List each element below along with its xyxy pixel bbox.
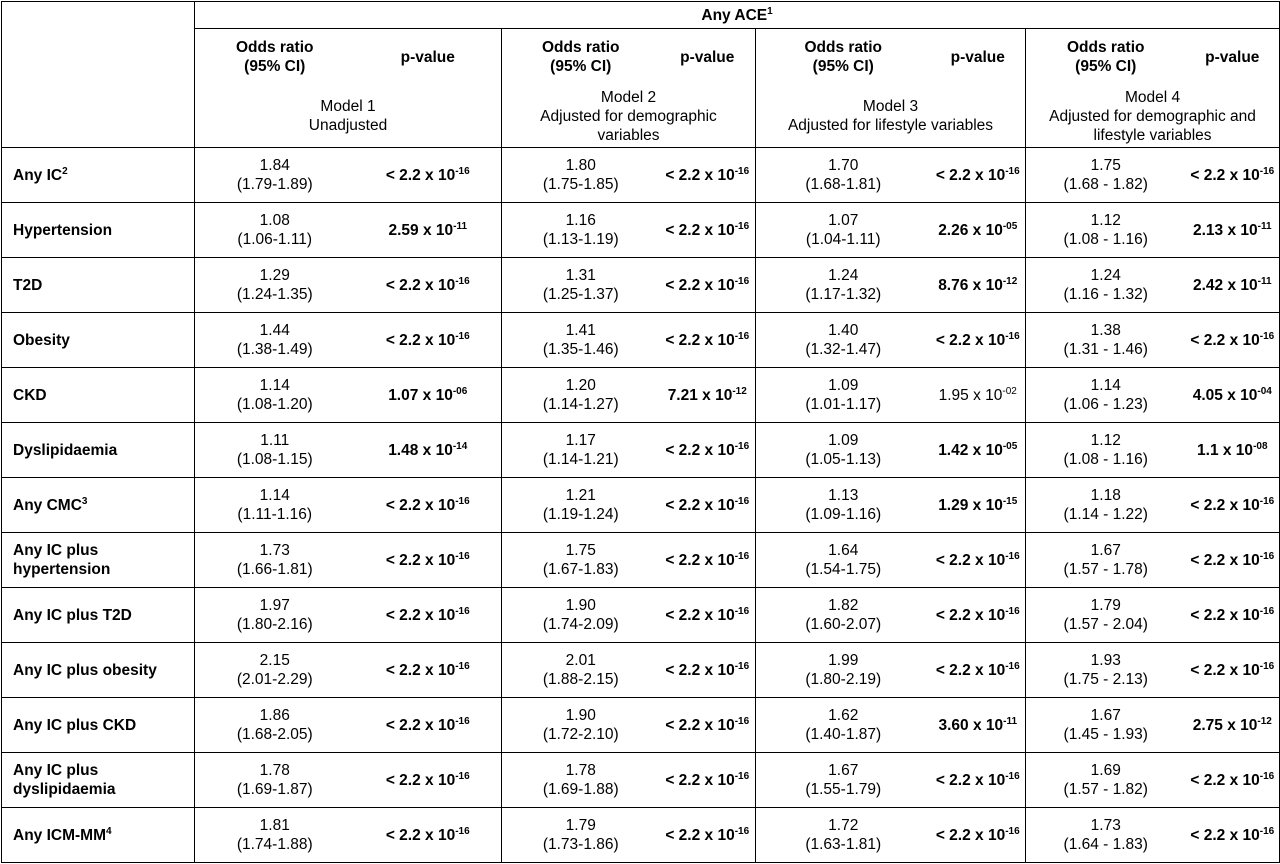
odds-ratio-cell: 1.84 (1.79-1.89)	[195, 148, 355, 203]
odds-ratio-cell: 1.80 (1.75-1.85)	[502, 148, 660, 203]
odds-ratio-cell: 1.16 (1.13-1.19)	[502, 203, 660, 258]
odds-ratio-cell: 1.79 (1.57 - 2.04)	[1026, 588, 1186, 643]
p-value-cell: < 2.2 x $10^{-16}$	[1186, 478, 1280, 533]
p-value-cell: 1.07 x $10^{-06}$	[355, 368, 502, 423]
p-value-cell: < 2.2 x $10^{-16}$	[931, 313, 1026, 368]
row-label: Obesity	[2, 313, 195, 368]
p-value-cell: < 2.2 x $10^{-16}$	[355, 698, 502, 753]
odds-ratio-cell: 1.38 (1.31 - 1.46)	[1026, 313, 1186, 368]
p-value-cell: 1.42 x $10^{-05}$	[931, 423, 1026, 478]
odds-ratio-cell: 1.67 (1.45 - 1.93)	[1026, 698, 1186, 753]
odds-ratio-cell: 1.07 (1.04-1.11)	[756, 203, 931, 258]
row-label: Any IC plus obesity	[2, 643, 195, 698]
odds-ratio-cell: 1.14 (1.06 - 1.23)	[1026, 368, 1186, 423]
odds-ratio-cell: 1.78 (1.69-1.88)	[502, 753, 660, 808]
odds-ratio-cell: 1.73 (1.66-1.81)	[195, 533, 355, 588]
col-header-odds-ratio: Odds ratio (95% CI)	[1026, 29, 1186, 86]
p-value-cell: < 2.2 x $10^{-16}$	[931, 753, 1026, 808]
odds-ratio-cell: 2.01 (1.88-2.15)	[502, 643, 660, 698]
odds-ratio-cell: 1.13 (1.09-1.16)	[756, 478, 931, 533]
odds-ratio-cell: 1.99 (1.80-2.19)	[756, 643, 931, 698]
p-value-cell: 2.75 x $10^{-12}$	[1186, 698, 1280, 753]
model-label: Model 2 Adjusted for demographic variables	[502, 85, 756, 148]
odds-ratio-cell: 1.79 (1.73-1.86)	[502, 808, 660, 863]
table-row	[2, 753, 1280, 808]
p-value-cell: < 2.2 x $10^{-16}$	[1186, 533, 1280, 588]
odds-ratio-cell: 1.67 (1.57 - 1.78)	[1026, 533, 1186, 588]
p-value-cell: < 2.2 x $10^{-16}$	[931, 808, 1026, 863]
row-label: T2D	[2, 258, 195, 313]
group-header: Any ACE$^1$	[195, 2, 1280, 29]
p-value-cell: < 2.2 x $10^{-16}$	[931, 588, 1026, 643]
p-value-cell: < 2.2 x $10^{-16}$	[355, 808, 502, 863]
odds-ratio-cell: 1.90 (1.72-2.10)	[502, 698, 660, 753]
p-value-cell: < 2.2 x $10^{-16}$	[1186, 753, 1280, 808]
p-value-cell: 4.05 x $10^{-04}$	[1186, 368, 1280, 423]
odds-ratio-cell: 1.14 (1.08-1.20)	[195, 368, 355, 423]
col-header-odds-ratio: Odds ratio (95% CI)	[756, 29, 931, 86]
odds-ratio-cell: 1.82 (1.60-2.07)	[756, 588, 931, 643]
odds-ratio-cell: 1.67 (1.55-1.79)	[756, 753, 931, 808]
odds-ratio-cell: 1.93 (1.75 - 2.13)	[1026, 643, 1186, 698]
table-row	[2, 643, 1280, 698]
p-value-cell: < 2.2 x $10^{-16}$	[660, 533, 756, 588]
p-value-cell: 1.1 x $10^{-08}$	[1186, 423, 1280, 478]
table-row	[2, 313, 1280, 368]
p-value-cell: < 2.2 x $10^{-16}$	[355, 533, 502, 588]
odds-ratio-cell: 1.12 (1.08 - 1.16)	[1026, 203, 1186, 258]
odds-ratio-cell: 1.73 (1.64 - 1.83)	[1026, 808, 1186, 863]
odds-ratio-cell: 1.64 (1.54-1.75)	[756, 533, 931, 588]
p-value-cell: < 2.2 x $10^{-16}$	[660, 423, 756, 478]
table-row	[2, 258, 1280, 313]
col-header-p-value: p-value	[355, 29, 502, 86]
odds-ratio-cell: 1.09 (1.05-1.13)	[756, 423, 931, 478]
odds-ratio-cell: 1.08 (1.06-1.11)	[195, 203, 355, 258]
p-value-cell: < 2.2 x $10^{-16}$	[1186, 588, 1280, 643]
p-value-cell: < 2.2 x $10^{-16}$	[660, 313, 756, 368]
p-value-cell: 2.59 x $10^{-11}$	[355, 203, 502, 258]
table-row	[2, 203, 1280, 258]
p-value-cell: 7.21 x $10^{-12}$	[660, 368, 756, 423]
row-label: Any IC plus hypertension	[2, 533, 195, 588]
p-value-cell: < 2.2 x $10^{-16}$	[660, 698, 756, 753]
p-value-cell: < 2.2 x $10^{-16}$	[660, 808, 756, 863]
row-label: CKD	[2, 368, 195, 423]
table-row	[2, 698, 1280, 753]
odds-ratio-cell: 1.12 (1.08 - 1.16)	[1026, 423, 1186, 478]
odds-ratio-cell: 1.44 (1.38-1.49)	[195, 313, 355, 368]
odds-ratio-cell: 1.72 (1.63-1.81)	[756, 808, 931, 863]
odds-ratio-cell: 1.97 (1.80-2.16)	[195, 588, 355, 643]
odds-ratio-cell: 1.90 (1.74-2.09)	[502, 588, 660, 643]
col-header-p-value: p-value	[1186, 29, 1280, 86]
odds-ratio-cell: 1.81 (1.74-1.88)	[195, 808, 355, 863]
odds-ratio-cell: 1.20 (1.14-1.27)	[502, 368, 660, 423]
p-value-cell: < 2.2 x $10^{-16}$	[931, 148, 1026, 203]
odds-ratio-cell: 1.24 (1.16 - 1.32)	[1026, 258, 1186, 313]
p-value-cell: < 2.2 x $10^{-16}$	[1186, 148, 1280, 203]
p-value-cell: < 2.2 x $10^{-16}$	[355, 313, 502, 368]
model-label: Model 1 Unadjusted	[195, 85, 502, 148]
odds-ratio-cell: 2.15 (2.01-2.29)	[195, 643, 355, 698]
p-value-cell: 2.42 x $10^{-11}$	[1186, 258, 1280, 313]
p-value-cell: < 2.2 x $10^{-16}$	[931, 533, 1026, 588]
col-header-odds-ratio: Odds ratio (95% CI)	[195, 29, 355, 86]
row-label: Any $IC^2$	[2, 148, 195, 203]
p-value-cell: < 2.2 x $10^{-16}$	[355, 258, 502, 313]
odds-ratio-cell: 1.31 (1.25-1.37)	[502, 258, 660, 313]
p-value-cell: < 2.2 x $10^{-16}$	[660, 258, 756, 313]
p-value-cell: < 2.2 x $10^{-16}$	[1186, 313, 1280, 368]
table-row	[2, 533, 1280, 588]
p-value-cell: < 2.2 x $10^{-16}$	[355, 643, 502, 698]
table-row	[2, 423, 1280, 478]
table-row	[2, 478, 1280, 533]
p-value-cell: 1.48 x $10^{-14}$	[355, 423, 502, 478]
row-label: Any CMC$^3$	[2, 478, 195, 533]
odds-ratio-cell: 1.21 (1.19-1.24)	[502, 478, 660, 533]
odds-ratio-cell: 1.11 (1.08-1.15)	[195, 423, 355, 478]
odds-ratio-cell: 1.62 (1.40-1.87)	[756, 698, 931, 753]
p-value-cell: < 2.2 x $10^{-16}$	[660, 148, 756, 203]
odds-ratio-cell: 1.17 (1.14-1.21)	[502, 423, 660, 478]
table-row	[2, 368, 1280, 423]
odds-ratio-cell: 1.24 (1.17-1.32)	[756, 258, 931, 313]
odds-ratio-cell: 1.69 (1.57 - 1.82)	[1026, 753, 1186, 808]
odds-ratio-cell: 1.78 (1.69-1.87)	[195, 753, 355, 808]
p-value-cell: 1.95 x $10^{-02}$	[931, 368, 1026, 423]
odds-ratio-cell: 1.40 (1.32-1.47)	[756, 313, 931, 368]
odds-ratio-cell: 1.75 (1.67-1.83)	[502, 533, 660, 588]
odds-ratio-cell: 1.41 (1.35-1.46)	[502, 313, 660, 368]
odds-ratio-cell: 1.18 (1.14 - 1.22)	[1026, 478, 1186, 533]
p-value-cell: 8.76 x $10^{-12}$	[931, 258, 1026, 313]
table-row	[2, 148, 1280, 203]
odds-ratio-cell: 1.75 (1.68 - 1.82)	[1026, 148, 1186, 203]
p-value-cell: < 2.2 x $10^{-16}$	[355, 478, 502, 533]
table-row	[2, 808, 1280, 863]
odds-ratio-cell: 1.29 (1.24-1.35)	[195, 258, 355, 313]
p-value-cell: 1.29 x $10^{-15}$	[931, 478, 1026, 533]
corner-cell	[2, 29, 195, 86]
row-label: Dyslipidaemia	[2, 423, 195, 478]
row-label: Any IC plus CKD	[2, 698, 195, 753]
p-value-cell: < 2.2 x $10^{-16}$	[1186, 808, 1280, 863]
p-value-cell: < 2.2 x $10^{-16}$	[660, 478, 756, 533]
p-value-cell: < 2.2 x $10^{-16}$	[660, 588, 756, 643]
p-value-cell: 2.13 x $10^{-11}$	[1186, 203, 1280, 258]
p-value-cell: 2.26 x $10^{-05}$	[931, 203, 1026, 258]
corner-cell	[2, 2, 195, 29]
p-value-cell: < 2.2 x $10^{-16}$	[660, 753, 756, 808]
p-value-cell: < 2.2 x $10^{-16}$	[355, 753, 502, 808]
odds-ratio-cell: 1.86 (1.68-2.05)	[195, 698, 355, 753]
p-value-cell: < 2.2 x $10^{-16}$	[355, 148, 502, 203]
model-label: Model 3 Adjusted for lifestyle variables	[756, 85, 1026, 148]
corner-cell	[2, 85, 195, 148]
odds-ratio-cell: 1.14 (1.11-1.16)	[195, 478, 355, 533]
col-header-p-value: p-value	[931, 29, 1026, 86]
model-label: Model 4 Adjusted for demographic and lifestyle variables	[1026, 85, 1280, 148]
p-value-cell: < 2.2 x $10^{-16}$	[660, 203, 756, 258]
p-value-cell: < 2.2 x $10^{-16}$	[1186, 643, 1280, 698]
table-row	[2, 588, 1280, 643]
col-header-odds-ratio: Odds ratio (95% CI)	[502, 29, 660, 86]
p-value-cell: < 2.2 x $10^{-16}$	[660, 643, 756, 698]
row-label: Any ICM-$MM^4$	[2, 808, 195, 863]
p-value-cell: < 2.2 x $10^{-16}$	[355, 588, 502, 643]
p-value-cell: < 2.2 x $10^{-16}$	[931, 643, 1026, 698]
col-header-p-value: p-value	[660, 29, 756, 86]
odds-ratio-cell: 1.70 (1.68-1.81)	[756, 148, 931, 203]
row-label: Any IC plus T2D	[2, 588, 195, 643]
row-label: Any IC plus dyslipidaemia	[2, 753, 195, 808]
p-value-cell: 3.60 x $10^{-11}$	[931, 698, 1026, 753]
odds-ratio-cell: 1.09 (1.01-1.17)	[756, 368, 931, 423]
results-table	[1, 1, 1280, 863]
row-label: Hypertension	[2, 203, 195, 258]
